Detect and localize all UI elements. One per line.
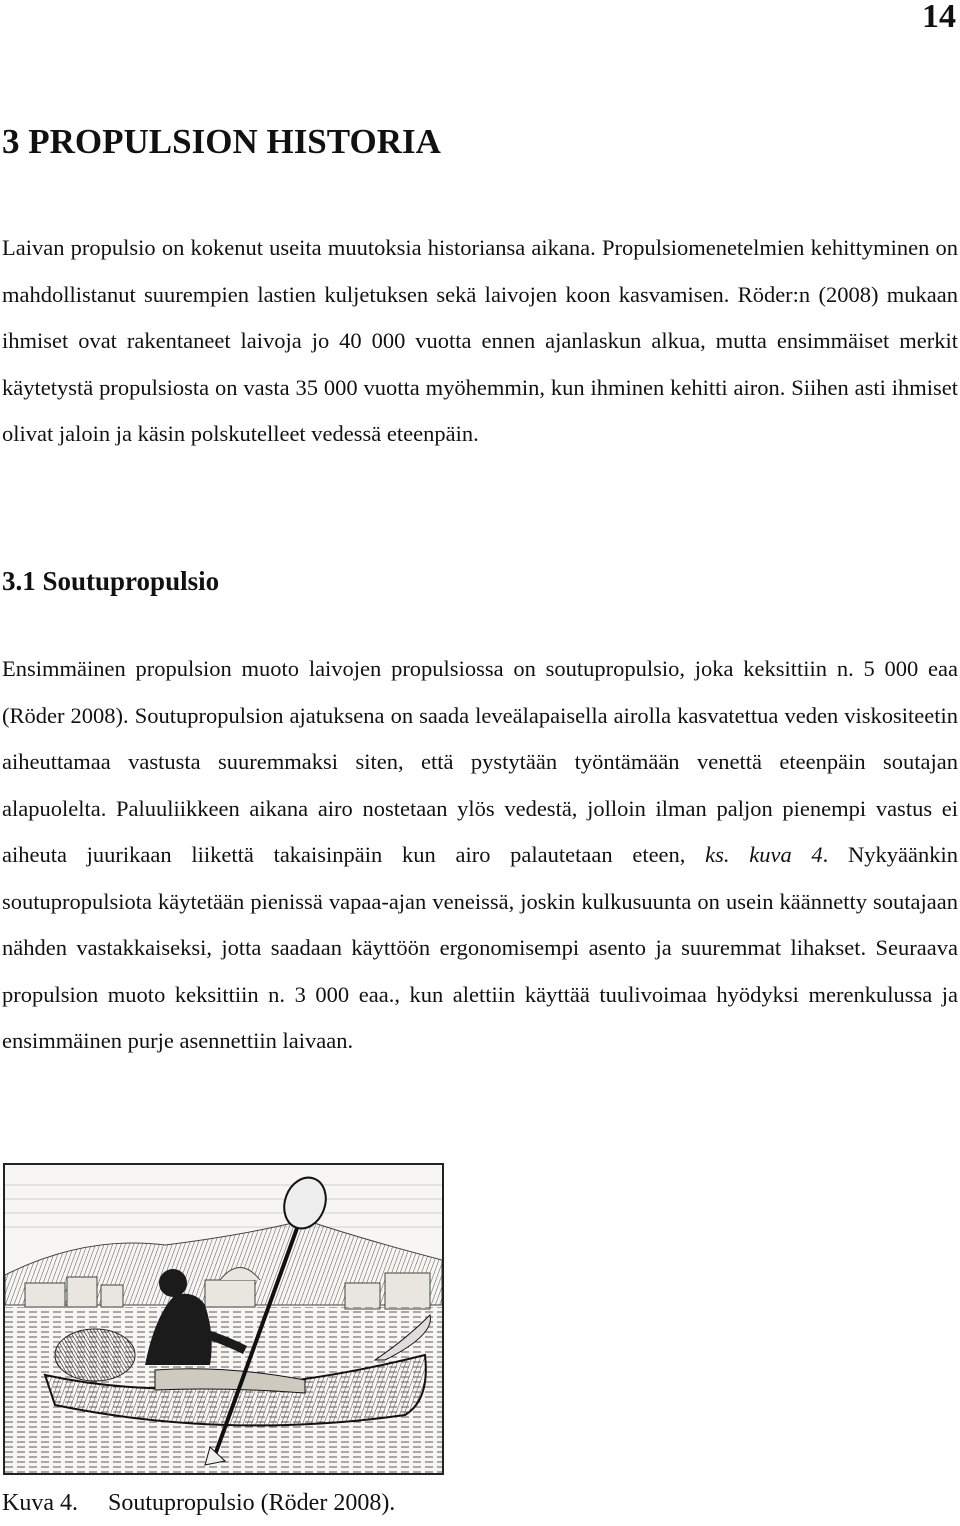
intro-paragraph: Laivan propulsio on kokenut useita muutoksia historiansa aikana. Propulsiomenetelmien kehittyminen on mahdollistanut suurempien lastien kuljetuksen sekä laivojen koon kasvamisen. Röder:n (2008) mukaan ihmiset ovat rakentaneet laivoja jo 40 000 vuotta ennen ajanlaskun alkua, mutta ensimmäiset merkit käytetystä propulsiosta on vasta 35 000 vuotta myöhemmin, kun ihminen kehitti airon. Siihen asti ihmiset olivat jaloin ja käsin polskutelleet vedessä eteenpäin. <box>2 235 958 446</box>
section-title: 3.1 Soutupropulsio <box>2 566 220 596</box>
soutu-paragraph <box>2 646 958 1065</box>
figure-label: Kuva 4. <box>2 1490 78 1516</box>
figure-caption-text: Soutupropulsio (Röder 2008). <box>107 1490 396 1516</box>
soutu-text-part2: . Nykyäänkin soutupropulsiota käytetään pienissä vapaa-ajan veneissä, joskin kulkusuunta on usein käännetty soutajaan nähden vastakkaiseksi, jotta saadaan käyttöön ergonomisempi asento ja suuremmat lihakset. Seuraava propulsion muoto keksittiin n. 3 000 eaa., kun alettiin käyttää tuulivoimaa hyödyksi merenkulussa ja ensimmäinen purje asennettiin laivaan. <box>2 842 958 1053</box>
soutu-text-part1: Ensimmäinen propulsion muoto laivojen propulsiossa on soutupropulsio, joka keksittiin n. 5 000 eaa (Röder 2008). Soutupropulsion ajatuksena on saada leveälapaisella airolla kasvatettua veden viskositeetin aiheuttamaa vastusta suuremmaksi siten, että pystytään työntämään venettä eteenpäin soutajan alapuolelta. Paluuliikkeen aikana airo nostetaan ylös vedestä, jolloin ilman paljon pienempi vastus ei aiheuta juurikaan liikettä takaisinpäin kun airo palautetaan eteen, <box>2 656 958 867</box>
rowing-engraving-image <box>5 1165 442 1473</box>
page-number: 14 <box>922 0 956 35</box>
figure-caption <box>2 1490 395 1517</box>
chapter-title: 3 PROPULSION HISTORIA <box>2 122 441 161</box>
figure-reference: ks. kuva 4 <box>705 842 823 867</box>
figure-rowing-illustration <box>3 1163 444 1475</box>
